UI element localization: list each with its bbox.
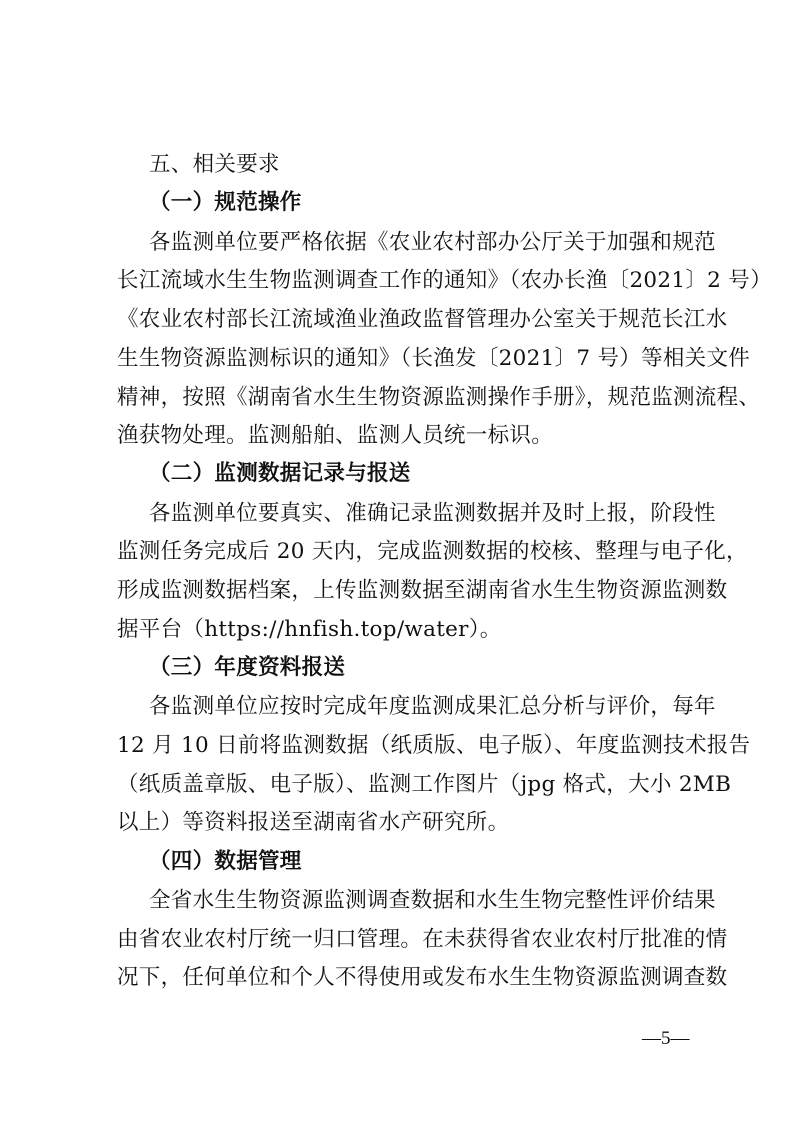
paragraph-line: 渔获物处理。监测船舶、监测人员统一标识。 — [117, 423, 554, 448]
paragraph-line: 形成监测数据档案，上传监测数据至湖南省水生生物资源监测数 — [117, 578, 728, 603]
page-number: —5— — [642, 1028, 690, 1049]
subsection-heading-2: （二）监测数据记录与报送 — [149, 461, 411, 486]
paragraph-line: 生生物资源监测标识的通知》（长渔发〔2021〕7 号）等相关文件 — [117, 346, 751, 371]
paragraph-line: 长江流域水生生物监测调查工作的通知》（农办长渔〔2021〕2 号） — [117, 268, 772, 293]
paragraph-line: 全省水生生物资源监测调查数据和水生生物完整性评价结果 — [149, 888, 716, 913]
paragraph-line: 《农业农村部长江流域渔业渔政监督管理办公室关于规范长江水 — [117, 307, 728, 332]
paragraph-line: 精神，按照《湖南省水生生物资源监测操作手册》，规范监测流程、 — [117, 385, 761, 410]
paragraph-line: 监测任务完成后 20 天内，完成监测数据的校核、整理与电子化， — [117, 539, 748, 564]
paragraph-line: 各监测单位要真实、准确记录监测数据并及时上报，阶段性 — [149, 501, 716, 526]
paragraph-line: 各监测单位应按时完成年度监测成果汇总分析与评价，每年 — [149, 694, 716, 719]
paragraph-line: 况下，任何单位和个人不得使用或发布水生生物资源监测调查数 — [117, 965, 728, 990]
paragraph-line: 据平台（https://hnfish.top/water）。 — [117, 617, 502, 642]
paragraph-line: （纸质盖章版、电子版）、监测工作图片（jpg 格式，大小 2MB — [117, 772, 732, 797]
paragraph-line: 各监测单位要严格依据《农业农村部办公厅关于加强和规范 — [149, 230, 716, 255]
subsection-heading-1: （一）规范操作 — [149, 190, 302, 215]
paragraph-line: 由省农业农村厅统一归口管理。在未获得省农业农村厅批准的情 — [117, 927, 728, 952]
section-heading: 五、相关要求 — [149, 152, 280, 177]
subsection-heading-4: （四）数据管理 — [149, 849, 302, 874]
paragraph-line: 12 月 10 日前将监测数据（纸质版、电子版）、年度监测技术报告 — [117, 733, 751, 758]
paragraph-line: 以上）等资料报送至湖南省水产研究所。 — [117, 810, 510, 835]
subsection-heading-3: （三）年度资料报送 — [149, 655, 346, 680]
